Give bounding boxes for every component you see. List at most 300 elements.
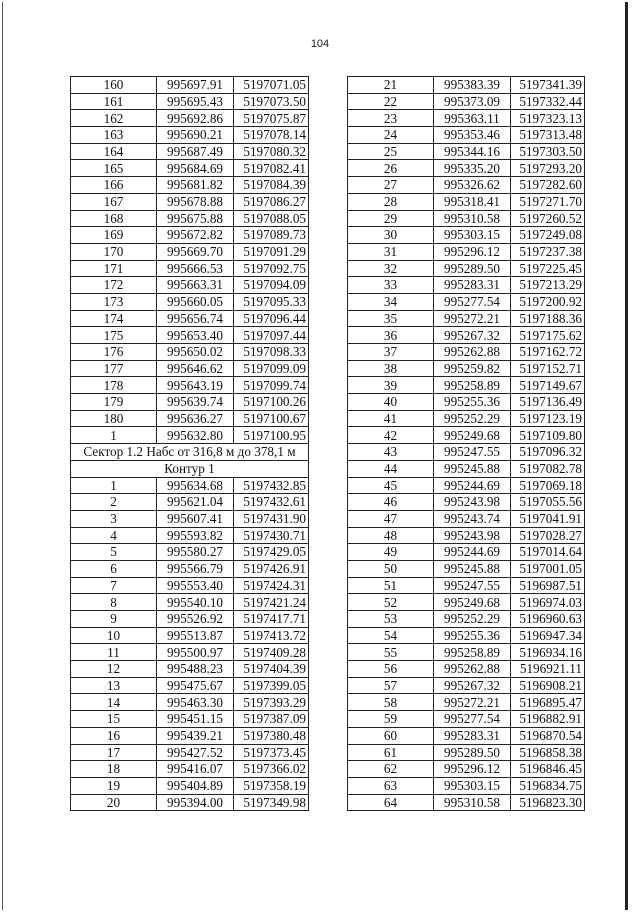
y-coordinate-cell: 5197099.74 <box>234 377 309 394</box>
table-row <box>71 227 309 244</box>
point-number-cell: 8 <box>71 594 157 611</box>
point-number-cell: 18 <box>71 761 157 778</box>
table-row <box>71 761 309 778</box>
x-coordinate-cell: 995255.36 <box>434 394 511 411</box>
point-number-cell: 48 <box>348 527 434 544</box>
y-coordinate-cell: 5197366.02 <box>234 761 309 778</box>
y-coordinate-cell: 5197399.05 <box>234 677 309 694</box>
x-coordinate-cell: 995513.87 <box>157 627 234 644</box>
point-number-cell: 29 <box>348 210 434 227</box>
y-coordinate-cell: 5197213.29 <box>511 277 585 294</box>
y-coordinate-cell: 5197073.50 <box>234 93 309 110</box>
x-coordinate-cell: 995488.23 <box>157 661 234 678</box>
table-row <box>71 327 309 344</box>
y-coordinate-cell: 5197028.27 <box>511 527 585 544</box>
x-coordinate-cell: 995687.49 <box>157 143 234 160</box>
point-number-cell: 177 <box>71 360 157 377</box>
x-coordinate-cell: 995258.89 <box>434 377 511 394</box>
point-number-cell: 170 <box>71 243 157 260</box>
page-number: 104 <box>310 38 330 50</box>
y-coordinate-cell: 5197303.50 <box>511 143 585 160</box>
y-coordinate-cell: 5197071.05 <box>234 77 309 94</box>
table-row <box>348 510 585 527</box>
table-row <box>348 227 585 244</box>
y-coordinate-cell: 5197092.75 <box>234 260 309 277</box>
table-row <box>71 310 309 327</box>
point-number-cell: 1 <box>71 477 157 494</box>
x-coordinate-cell: 995296.12 <box>434 243 511 260</box>
point-number-cell: 164 <box>71 143 157 160</box>
table-row <box>71 627 309 644</box>
y-coordinate-cell: 5197100.67 <box>234 410 309 427</box>
section-heading-cell: Сектор 1.2 Набс от 316,8 м до 378,1 м <box>71 444 309 461</box>
x-coordinate-cell: 995463.30 <box>157 694 234 711</box>
x-coordinate-cell: 995672.82 <box>157 227 234 244</box>
x-coordinate-cell: 995663.31 <box>157 277 234 294</box>
y-coordinate-cell: 5197200.92 <box>511 293 585 310</box>
table-row <box>71 594 309 611</box>
y-coordinate-cell: 5196921.11 <box>511 661 585 678</box>
point-number-cell: 22 <box>348 93 434 110</box>
point-number-cell: 175 <box>71 327 157 344</box>
y-coordinate-cell: 5197341.39 <box>511 77 585 94</box>
point-number-cell: 35 <box>348 310 434 327</box>
point-number-cell: 57 <box>348 677 434 694</box>
x-coordinate-cell: 995660.05 <box>157 293 234 310</box>
x-coordinate-cell: 995252.29 <box>434 611 511 628</box>
point-number-cell: 40 <box>348 394 434 411</box>
table-row <box>348 344 585 361</box>
table-row <box>71 777 309 794</box>
x-coordinate-cell: 995451.15 <box>157 711 234 728</box>
table-row <box>71 360 309 377</box>
table-row <box>348 177 585 194</box>
x-coordinate-cell: 995303.15 <box>434 777 511 794</box>
table-row <box>71 611 309 628</box>
y-coordinate-cell: 5197332.44 <box>511 93 585 110</box>
table-row <box>71 694 309 711</box>
table-row <box>348 310 585 327</box>
x-coordinate-cell: 995244.69 <box>434 477 511 494</box>
point-number-cell: 174 <box>71 310 157 327</box>
x-coordinate-cell: 995634.68 <box>157 477 234 494</box>
x-coordinate-cell: 995262.88 <box>434 344 511 361</box>
x-coordinate-cell: 995636.27 <box>157 410 234 427</box>
y-coordinate-cell: 5197430.71 <box>234 527 309 544</box>
x-coordinate-cell: 995243.98 <box>434 494 511 511</box>
point-number-cell: 32 <box>348 260 434 277</box>
x-coordinate-cell: 995247.55 <box>434 444 511 461</box>
y-coordinate-cell: 5196870.54 <box>511 727 585 744</box>
table-row <box>348 527 585 544</box>
x-coordinate-cell: 995243.74 <box>434 510 511 527</box>
y-coordinate-cell: 5197432.61 <box>234 494 309 511</box>
table-row <box>348 127 585 144</box>
x-coordinate-cell: 995344.16 <box>434 143 511 160</box>
y-coordinate-cell: 5197086.27 <box>234 193 309 210</box>
point-number-cell: 60 <box>348 727 434 744</box>
x-coordinate-cell: 995245.88 <box>434 460 511 477</box>
y-coordinate-cell: 5197095.33 <box>234 293 309 310</box>
y-coordinate-cell: 5197098.33 <box>234 344 309 361</box>
x-coordinate-cell: 995681.82 <box>157 177 234 194</box>
table-row <box>348 694 585 711</box>
x-coordinate-cell: 995639.74 <box>157 394 234 411</box>
y-coordinate-cell: 5197188.36 <box>511 310 585 327</box>
point-number-cell: 34 <box>348 293 434 310</box>
table-row <box>71 677 309 694</box>
table-row <box>348 277 585 294</box>
table-row <box>71 77 309 94</box>
point-number-cell: 13 <box>71 677 157 694</box>
point-number-cell: 63 <box>348 777 434 794</box>
point-number-cell: 176 <box>71 344 157 361</box>
y-coordinate-cell: 5196823.30 <box>511 794 585 811</box>
y-coordinate-cell: 5197100.26 <box>234 394 309 411</box>
point-number-cell: 51 <box>348 577 434 594</box>
table-row <box>348 611 585 628</box>
x-coordinate-cell: 995283.31 <box>434 277 511 294</box>
table-row <box>348 77 585 94</box>
y-coordinate-cell: 5197082.78 <box>511 460 585 477</box>
point-number-cell: 179 <box>71 394 157 411</box>
table-row <box>71 560 309 577</box>
y-coordinate-cell: 5197152.71 <box>511 360 585 377</box>
table-row <box>348 711 585 728</box>
x-coordinate-cell: 995258.89 <box>434 644 511 661</box>
x-coordinate-cell: 995252.29 <box>434 410 511 427</box>
table-row <box>348 761 585 778</box>
table-row <box>348 143 585 160</box>
point-number-cell: 46 <box>348 494 434 511</box>
table-row <box>71 260 309 277</box>
point-number-cell: 178 <box>71 377 157 394</box>
x-coordinate-cell: 995404.89 <box>157 777 234 794</box>
table-row <box>348 444 585 461</box>
point-number-cell: 62 <box>348 761 434 778</box>
x-coordinate-cell: 995245.88 <box>434 560 511 577</box>
coordinates-table-left <box>70 76 309 811</box>
point-number-cell: 33 <box>348 277 434 294</box>
table-row <box>71 377 309 394</box>
table-row <box>348 210 585 227</box>
x-coordinate-cell: 995653.40 <box>157 327 234 344</box>
table-row <box>71 544 309 561</box>
y-coordinate-cell: 5197162.72 <box>511 344 585 361</box>
y-coordinate-cell: 5197313.48 <box>511 127 585 144</box>
table-row <box>71 510 309 527</box>
y-coordinate-cell: 5197349.98 <box>234 794 309 811</box>
table-row <box>71 193 309 210</box>
point-number-cell: 2 <box>71 494 157 511</box>
x-coordinate-cell: 995277.54 <box>434 711 511 728</box>
table-row <box>348 93 585 110</box>
table-row <box>348 410 585 427</box>
y-coordinate-cell: 5196858.38 <box>511 744 585 761</box>
point-number-cell: 43 <box>348 444 434 461</box>
table-row <box>71 477 309 494</box>
point-number-cell: 166 <box>71 177 157 194</box>
point-number-cell: 30 <box>348 227 434 244</box>
point-number-cell: 19 <box>71 777 157 794</box>
point-number-cell: 162 <box>71 110 157 127</box>
x-coordinate-cell: 995353.46 <box>434 127 511 144</box>
x-coordinate-cell: 995310.58 <box>434 794 511 811</box>
y-coordinate-cell: 5197082.41 <box>234 160 309 177</box>
y-coordinate-cell: 5197097.44 <box>234 327 309 344</box>
point-number-cell: 27 <box>348 177 434 194</box>
coordinates-table-right <box>347 76 585 811</box>
y-coordinate-cell: 5197393.29 <box>234 694 309 711</box>
point-number-cell: 16 <box>71 727 157 744</box>
table-row <box>71 494 309 511</box>
x-coordinate-cell: 995650.02 <box>157 344 234 361</box>
x-coordinate-cell: 995289.50 <box>434 260 511 277</box>
point-number-cell: 3 <box>71 510 157 527</box>
x-coordinate-cell: 995500.97 <box>157 644 234 661</box>
table-row <box>348 544 585 561</box>
x-coordinate-cell: 995335.20 <box>434 160 511 177</box>
point-number-cell: 165 <box>71 160 157 177</box>
x-coordinate-cell: 995675.88 <box>157 210 234 227</box>
point-number-cell: 7 <box>71 577 157 594</box>
point-number-cell: 10 <box>71 627 157 644</box>
y-coordinate-cell: 5197293.20 <box>511 160 585 177</box>
x-coordinate-cell: 995255.36 <box>434 627 511 644</box>
point-number-cell: 168 <box>71 210 157 227</box>
y-coordinate-cell: 5197260.52 <box>511 210 585 227</box>
table-row <box>348 677 585 694</box>
x-coordinate-cell: 995697.91 <box>157 77 234 94</box>
x-coordinate-cell: 995363.11 <box>434 110 511 127</box>
point-number-cell: 42 <box>348 427 434 444</box>
point-number-cell: 58 <box>348 694 434 711</box>
y-coordinate-cell: 5196834.75 <box>511 777 585 794</box>
y-coordinate-cell: 5197373.45 <box>234 744 309 761</box>
table-row <box>71 243 309 260</box>
y-coordinate-cell: 5197080.32 <box>234 143 309 160</box>
table-row <box>71 394 309 411</box>
point-number-cell: 1 <box>71 427 157 444</box>
point-number-cell: 28 <box>348 193 434 210</box>
x-coordinate-cell: 995427.52 <box>157 744 234 761</box>
y-coordinate-cell: 5197175.62 <box>511 327 585 344</box>
x-coordinate-cell: 995289.50 <box>434 744 511 761</box>
table-row <box>348 627 585 644</box>
y-coordinate-cell: 5197088.05 <box>234 210 309 227</box>
point-number-cell: 12 <box>71 661 157 678</box>
table-row <box>348 777 585 794</box>
x-coordinate-cell: 995690.21 <box>157 127 234 144</box>
y-coordinate-cell: 5196947.34 <box>511 627 585 644</box>
x-coordinate-cell: 995243.98 <box>434 527 511 544</box>
x-coordinate-cell: 995566.79 <box>157 560 234 577</box>
y-coordinate-cell: 5197323.13 <box>511 110 585 127</box>
y-coordinate-cell: 5197041.91 <box>511 510 585 527</box>
point-number-cell: 54 <box>348 627 434 644</box>
table-row <box>348 160 585 177</box>
y-coordinate-cell: 5197136.49 <box>511 394 585 411</box>
table-row <box>348 577 585 594</box>
table-row <box>71 644 309 661</box>
table-row <box>71 210 309 227</box>
table-row <box>348 360 585 377</box>
x-coordinate-cell: 995326.62 <box>434 177 511 194</box>
x-coordinate-cell: 995416.07 <box>157 761 234 778</box>
y-coordinate-cell: 5197432.85 <box>234 477 309 494</box>
x-coordinate-cell: 995607.41 <box>157 510 234 527</box>
y-coordinate-cell: 5197075.87 <box>234 110 309 127</box>
x-coordinate-cell: 995475.67 <box>157 677 234 694</box>
x-coordinate-cell: 995272.21 <box>434 310 511 327</box>
point-number-cell: 41 <box>348 410 434 427</box>
point-number-cell: 167 <box>71 193 157 210</box>
table-row <box>71 727 309 744</box>
y-coordinate-cell: 5196882.91 <box>511 711 585 728</box>
y-coordinate-cell: 5197014.64 <box>511 544 585 561</box>
point-number-cell: 161 <box>71 93 157 110</box>
y-coordinate-cell: 5196960.63 <box>511 611 585 628</box>
y-coordinate-cell: 5197426.91 <box>234 560 309 577</box>
table-row <box>71 127 309 144</box>
point-number-cell: 64 <box>348 794 434 811</box>
x-coordinate-cell: 995540.10 <box>157 594 234 611</box>
point-number-cell: 49 <box>348 544 434 561</box>
table-row <box>348 460 585 477</box>
y-coordinate-cell: 5197100.95 <box>234 427 309 444</box>
y-coordinate-cell: 5197429.05 <box>234 544 309 561</box>
x-coordinate-cell: 995684.69 <box>157 160 234 177</box>
point-number-cell: 56 <box>348 661 434 678</box>
y-coordinate-cell: 5197358.19 <box>234 777 309 794</box>
x-coordinate-cell: 995277.54 <box>434 293 511 310</box>
x-coordinate-cell: 995259.82 <box>434 360 511 377</box>
table-row <box>348 727 585 744</box>
table-row <box>348 477 585 494</box>
point-number-cell: 25 <box>348 143 434 160</box>
y-coordinate-cell: 5197249.08 <box>511 227 585 244</box>
point-number-cell: 52 <box>348 594 434 611</box>
y-coordinate-cell: 5197084.39 <box>234 177 309 194</box>
point-number-cell: 9 <box>71 611 157 628</box>
table-row <box>348 377 585 394</box>
point-number-cell: 36 <box>348 327 434 344</box>
table-row <box>71 527 309 544</box>
y-coordinate-cell: 5197417.71 <box>234 611 309 628</box>
point-number-cell: 173 <box>71 293 157 310</box>
point-number-cell: 163 <box>71 127 157 144</box>
x-coordinate-cell: 995439.21 <box>157 727 234 744</box>
point-number-cell: 20 <box>71 794 157 811</box>
x-coordinate-cell: 995553.40 <box>157 577 234 594</box>
y-coordinate-cell: 5197099.09 <box>234 360 309 377</box>
table-row <box>348 260 585 277</box>
y-coordinate-cell: 5196908.21 <box>511 677 585 694</box>
x-coordinate-cell: 995656.74 <box>157 310 234 327</box>
point-number-cell: 61 <box>348 744 434 761</box>
y-coordinate-cell: 5197109.80 <box>511 427 585 444</box>
y-coordinate-cell: 5197001.05 <box>511 560 585 577</box>
table-row <box>71 577 309 594</box>
x-coordinate-cell: 995272.21 <box>434 694 511 711</box>
x-coordinate-cell: 995692.86 <box>157 110 234 127</box>
table-row <box>71 93 309 110</box>
x-coordinate-cell: 995632.80 <box>157 427 234 444</box>
point-number-cell: 31 <box>348 243 434 260</box>
x-coordinate-cell: 995318.41 <box>434 193 511 210</box>
table-row <box>71 410 309 427</box>
table-row <box>348 394 585 411</box>
y-coordinate-cell: 5197237.38 <box>511 243 585 260</box>
x-coordinate-cell: 995283.31 <box>434 727 511 744</box>
point-number-cell: 53 <box>348 611 434 628</box>
x-coordinate-cell: 995526.92 <box>157 611 234 628</box>
y-coordinate-cell: 5197271.70 <box>511 193 585 210</box>
table-row <box>348 661 585 678</box>
y-coordinate-cell: 5197424.31 <box>234 577 309 594</box>
x-coordinate-cell: 995580.27 <box>157 544 234 561</box>
point-number-cell: 21 <box>348 77 434 94</box>
point-number-cell: 14 <box>71 694 157 711</box>
x-coordinate-cell: 995678.88 <box>157 193 234 210</box>
x-coordinate-cell: 995262.88 <box>434 661 511 678</box>
x-coordinate-cell: 995643.19 <box>157 377 234 394</box>
x-coordinate-cell: 995247.55 <box>434 577 511 594</box>
y-coordinate-cell: 5196987.51 <box>511 577 585 594</box>
coordinates-table-right-body <box>348 77 585 811</box>
y-coordinate-cell: 5196934.16 <box>511 644 585 661</box>
table-row <box>348 744 585 761</box>
table-row <box>71 293 309 310</box>
x-coordinate-cell: 995646.62 <box>157 360 234 377</box>
y-coordinate-cell: 5197123.19 <box>511 410 585 427</box>
coordinates-table-left-body <box>71 77 309 811</box>
table-row <box>71 460 309 477</box>
point-number-cell: 180 <box>71 410 157 427</box>
point-number-cell: 15 <box>71 711 157 728</box>
table-row <box>71 344 309 361</box>
y-coordinate-cell: 5197055.56 <box>511 494 585 511</box>
y-coordinate-cell: 5196974.03 <box>511 594 585 611</box>
point-number-cell: 26 <box>348 160 434 177</box>
point-number-cell: 5 <box>71 544 157 561</box>
point-number-cell: 55 <box>348 644 434 661</box>
table-row <box>348 243 585 260</box>
table-row <box>71 427 309 444</box>
x-coordinate-cell: 995666.53 <box>157 260 234 277</box>
table-row <box>348 293 585 310</box>
table-row <box>71 160 309 177</box>
table-row <box>71 794 309 811</box>
x-coordinate-cell: 995621.04 <box>157 494 234 511</box>
table-row <box>348 644 585 661</box>
point-number-cell: 47 <box>348 510 434 527</box>
table-row <box>348 560 585 577</box>
x-coordinate-cell: 995394.00 <box>157 794 234 811</box>
table-row <box>71 661 309 678</box>
y-coordinate-cell: 5197089.73 <box>234 227 309 244</box>
point-number-cell: 160 <box>71 77 157 94</box>
point-number-cell: 39 <box>348 377 434 394</box>
point-number-cell: 38 <box>348 360 434 377</box>
table-row <box>71 143 309 160</box>
point-number-cell: 23 <box>348 110 434 127</box>
point-number-cell: 45 <box>348 477 434 494</box>
table-row <box>348 794 585 811</box>
x-coordinate-cell: 995373.09 <box>434 93 511 110</box>
x-coordinate-cell: 995249.68 <box>434 427 511 444</box>
table-row <box>71 444 309 461</box>
